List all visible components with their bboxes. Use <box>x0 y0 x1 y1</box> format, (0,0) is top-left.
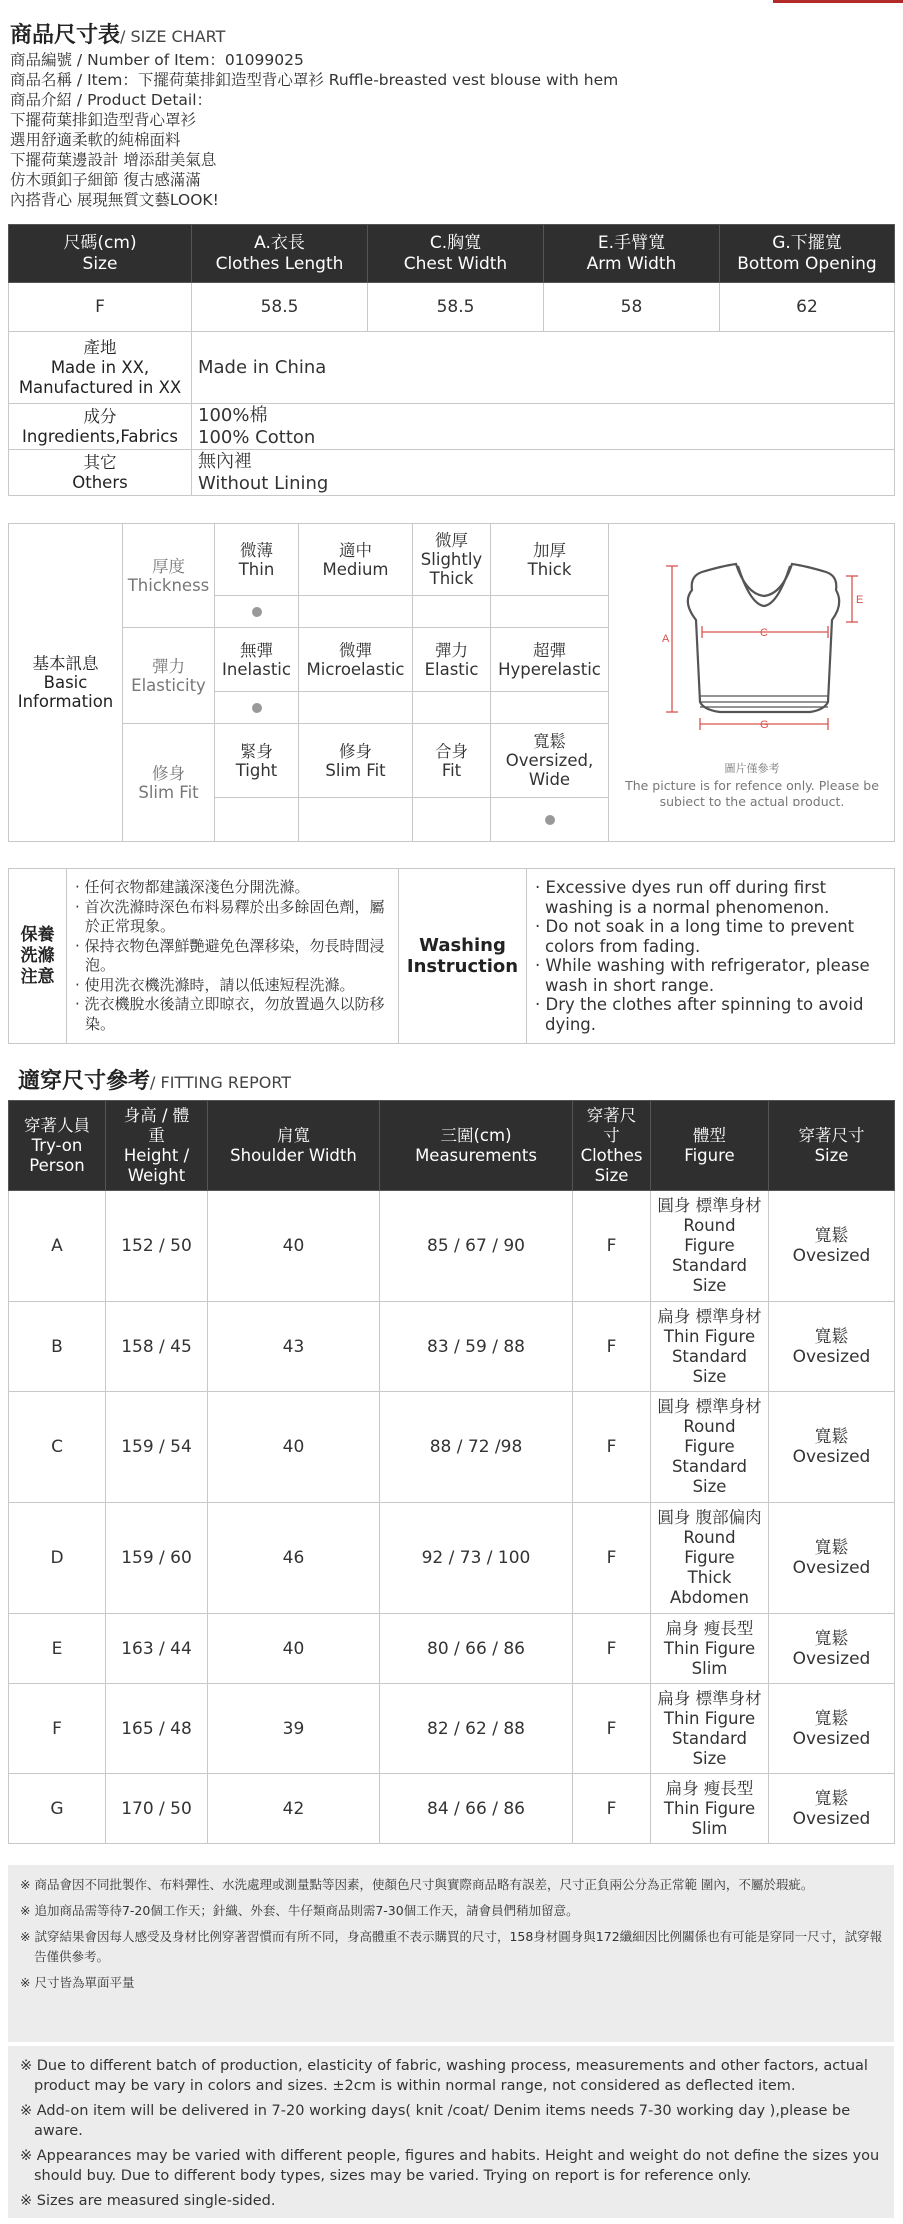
origin-value: Made in China <box>192 332 895 404</box>
thickness-mark-thin <box>215 596 299 628</box>
header-arm-width: E.手臂寬 Arm Width <box>544 225 720 283</box>
elasticity-label: 彈力 Elasticity <box>123 628 215 724</box>
thickness-mark-thick <box>491 596 609 628</box>
fitting-report-title-text: 適穿尺寸參考 <box>18 1069 151 1094</box>
fitting-row <box>9 1614 895 1684</box>
shoulder-width-cell: 42 <box>208 1774 380 1844</box>
header-clothes-length: A.衣長 Clothes Length <box>192 225 368 283</box>
diagram-caption-en-2: subject to the actual product. <box>659 794 844 806</box>
diagram-label-e: E <box>855 594 863 606</box>
fit-size-cell: 寬鬆 Ovesized <box>769 1302 895 1392</box>
measurements-cell: 85 / 67 / 90 <box>380 1191 573 1302</box>
fit-mark-fit <box>413 798 491 842</box>
garment-diagram-cell <box>609 524 895 842</box>
washing-table <box>8 868 895 1044</box>
header-bottom-opening: G.下擺寬 Bottom Opening <box>720 225 895 283</box>
fit-mark-slim-fit <box>299 798 413 842</box>
height-weight-cell: 159 / 60 <box>106 1503 208 1614</box>
fit-size-cell: 寬鬆 Ovesized <box>769 1503 895 1614</box>
size-cell: F <box>9 283 192 332</box>
item-number-line: 商品編號 / Number of Item：01099025 <box>10 51 304 69</box>
fitting-row <box>9 1503 895 1614</box>
header-chest-width: C.胸寬 Chest Width <box>368 225 544 283</box>
selected-dot-icon <box>252 703 262 713</box>
size-row-f <box>9 283 895 332</box>
figure-cell: 扁身 標準身材 Thin Figure Standard Size <box>651 1684 769 1774</box>
measurements-cell: 83 / 59 / 88 <box>380 1302 573 1392</box>
care-instructions-en: · Excessive dyes run off during first washing is a normal phenomenon. · Do not soak in a long time to prevent colors from fading. · While washing with refrigerator, please wash in short range. · Dry the clothes after spinning to avoid dying. <box>527 869 895 1044</box>
figure-cell: 圓身 腹部偏肉 Round Figure Thick Abdomen <box>651 1503 769 1614</box>
header-clothes-size: 穿著尺 寸 Clothes Size <box>573 1101 651 1191</box>
product-detail-line: 內搭背心 展現無質文藝LOOK! <box>10 191 219 209</box>
thickness-mark-slightly-thick <box>413 596 491 628</box>
fit-size-cell: 寬鬆 Ovesized <box>769 1774 895 1844</box>
fit-size-cell: 寬鬆 Ovesized <box>769 1191 895 1302</box>
height-weight-cell: 165 / 48 <box>106 1684 208 1774</box>
fit-label: 修身 Slim Fit <box>123 724 215 842</box>
care-label: 保養 洗滌 注意 <box>9 869 67 1044</box>
size-table <box>8 224 895 496</box>
thickness-option-slightly-thick: 微厚 Slightly Thick <box>413 524 491 596</box>
selected-dot-icon <box>545 815 555 825</box>
clothes-size-cell: F <box>573 1503 651 1614</box>
fitting-report-title <box>18 1064 291 1095</box>
others-value: 無內裡 Without Lining <box>192 450 895 496</box>
clothes-size-cell: F <box>573 1614 651 1684</box>
elasticity-mark-microelastic <box>299 692 413 724</box>
measurements-cell: 82 / 62 / 88 <box>380 1684 573 1774</box>
note-en: ※ Sizes are measured single-sided. <box>20 2193 276 2209</box>
shoulder-width-cell: 43 <box>208 1302 380 1392</box>
fit-option-fit: 合身 Fit <box>413 724 491 798</box>
person-cell: C <box>9 1392 106 1503</box>
vest-diagram <box>610 524 894 806</box>
fitting-row <box>9 1774 895 1844</box>
product-detail-line: 下擺荷葉排釦造型背心罩衫 <box>10 111 197 129</box>
fitting-table <box>8 1100 895 1844</box>
figure-cell: 扁身 瘦長型 Thin Figure Slim <box>651 1774 769 1844</box>
diagram-label-a: A <box>661 633 669 645</box>
person-cell: E <box>9 1614 106 1684</box>
origin-row <box>9 332 895 404</box>
height-weight-cell: 159 / 54 <box>106 1392 208 1503</box>
figure-cell: 扁身 瘦長型 Thin Figure Slim <box>651 1614 769 1684</box>
arm-width-cell: 58 <box>544 283 720 332</box>
height-weight-cell: 152 / 50 <box>106 1191 208 1302</box>
product-detail-label: 商品介紹 / Product Detail： <box>10 91 213 109</box>
header-person: 穿著人員 Try-on Person <box>9 1101 106 1191</box>
origin-label: 產地 Made in XX, Manufactured in XX <box>9 332 192 404</box>
diagram-label-g: G <box>759 719 769 731</box>
diagram-caption-zh: 圖片僅參考 <box>724 762 779 775</box>
header-figure: 體型 Figure <box>651 1101 769 1191</box>
selected-dot-icon <box>252 607 262 617</box>
clothes-size-cell: F <box>573 1774 651 1844</box>
elasticity-option-hyperelastic: 超彈 Hyperelastic <box>491 628 609 692</box>
fit-size-cell: 寬鬆 Ovesized <box>769 1392 895 1503</box>
clothes-size-cell: F <box>573 1392 651 1503</box>
elasticity-mark-hyperelastic <box>491 692 609 724</box>
thickness-label: 厚度 Thickness <box>123 524 215 628</box>
shoulder-width-cell: 46 <box>208 1503 380 1614</box>
item-name-line: 商品名稱 / Item：下擺荷葉排釦造型背心罩衫 Ruffle-breasted vest blouse with hem <box>10 71 619 89</box>
measurements-cell: 92 / 73 / 100 <box>380 1503 573 1614</box>
bottom-opening-cell: 62 <box>720 283 895 332</box>
notes-en <box>8 2046 894 2218</box>
fitting-report-subtitle: / FITTING REPORT <box>150 1073 292 1092</box>
figure-cell: 圓身 標準身材 Round Figure Standard Size <box>651 1191 769 1302</box>
fitting-row <box>9 1684 895 1774</box>
fit-mark-oversized <box>491 798 609 842</box>
person-cell: D <box>9 1503 106 1614</box>
header-size: 穿著尺寸 Size <box>769 1101 895 1191</box>
size-chart-title-text: 商品尺寸表 <box>10 23 121 48</box>
fit-option-slim-fit: 修身 Slim Fit <box>299 724 413 798</box>
thickness-option-thick: 加厚 Thick <box>491 524 609 596</box>
header-shoulder-width: 肩寬 Shoulder Width <box>208 1101 380 1191</box>
product-detail-line: 下擺荷葉邊設計 增添甜美氣息 <box>10 151 217 169</box>
shoulder-width-cell: 40 <box>208 1191 380 1302</box>
note-en: ※ Appearances may be varied with different people, figures and habits. Height and weight do not define the sizes you should buy. Due to different body types, sizes may be varied. Trying on report is for reference only. <box>20 2148 880 2184</box>
clothes-size-cell: F <box>573 1191 651 1302</box>
shoulder-width-cell: 40 <box>208 1614 380 1684</box>
measurements-cell: 88 / 72 /98 <box>380 1392 573 1503</box>
size-table-header <box>9 225 895 283</box>
chest-width-cell: 58.5 <box>368 283 544 332</box>
person-cell: G <box>9 1774 106 1844</box>
fit-size-cell: 寬鬆 Ovesized <box>769 1614 895 1684</box>
header-size: 尺碼(cm) Size <box>9 225 192 283</box>
measurements-cell: 80 / 66 / 86 <box>380 1614 573 1684</box>
measurements-cell: 84 / 66 / 86 <box>380 1774 573 1844</box>
header-measurements: 三圍(cm) Measurements <box>380 1101 573 1191</box>
shoulder-width-cell: 39 <box>208 1684 380 1774</box>
height-weight-cell: 158 / 45 <box>106 1302 208 1392</box>
elasticity-option-inelastic: 無彈 Inelastic <box>215 628 299 692</box>
fit-option-tight: 緊身 Tight <box>215 724 299 798</box>
fit-size-cell: 寬鬆 Ovesized <box>769 1684 895 1774</box>
size-chart-title <box>10 18 225 49</box>
fabric-label: 成分 Ingredients,Fabrics <box>9 404 192 450</box>
size-chart-subtitle: / SIZE CHART <box>120 27 226 46</box>
elasticity-mark-inelastic <box>215 692 299 724</box>
elasticity-mark-elastic <box>413 692 491 724</box>
thickness-option-thin: 微薄 Thin <box>215 524 299 596</box>
elasticity-option-elastic: 彈力 Elastic <box>413 628 491 692</box>
header-height-weight: 身高 / 體 重 Height / Weight <box>106 1101 208 1191</box>
basic-info-table <box>8 523 895 842</box>
thickness-mark-medium <box>299 596 413 628</box>
fitting-row <box>9 1191 895 1302</box>
care-instructions-zh: · 任何衣物都建議深淺色分開洗滌。 · 首次洗滌時深色布料易釋於出多餘固色劑，屬於正常現象。 · 保持衣物色澤鮮艷避免色澤移染，勿長時間浸泡。 · 使用洗衣機洗滌時，請以低速短程洗滌。 · 洗衣機脫水後請立即晾衣，勿放置過久以防移染。 <box>67 869 399 1044</box>
clothes-length-cell: 58.5 <box>192 283 368 332</box>
product-detail-line: 仿木頭釦子細節 復古感滿滿 <box>10 171 201 189</box>
elasticity-option-microelastic: 微彈 Microelastic <box>299 628 413 692</box>
fabric-row <box>9 404 895 450</box>
others-label: 其它 Others <box>9 450 192 496</box>
height-weight-cell: 163 / 44 <box>106 1614 208 1684</box>
fitting-table-header <box>9 1101 895 1191</box>
product-detail-line: 選用舒適柔軟的純棉面料 <box>10 131 181 149</box>
washing-instruction-label: Washing Instruction <box>399 869 527 1044</box>
fabric-value: 100%棉 100% Cotton <box>192 404 895 450</box>
diagram-label-c: C <box>759 627 768 639</box>
fitting-row <box>9 1392 895 1503</box>
fit-option-oversized: 寬鬆 Oversized, Wide <box>491 724 609 798</box>
figure-cell: 扁身 標準身材 Thin Figure Standard Size <box>651 1302 769 1392</box>
basic-info-label: 基本訊息 Basic Information <box>9 524 123 842</box>
shoulder-width-cell: 40 <box>208 1392 380 1503</box>
note-zh: ※ 商品會因不同批製作、布料彈性、水洗處理或測量點等因素，使顏色尺寸與實際商品略有誤差，尺寸正負兩公分為正常範 圍內，不屬於瑕疵。 <box>20 1877 814 1892</box>
clothes-size-cell: F <box>573 1684 651 1774</box>
thickness-option-medium: 適中 Medium <box>299 524 413 596</box>
note-zh: ※ 追加商品需等待7-20個工作天；針織、外套、牛仔類商品則需7-30個工作天，請會員們稍加留意。 <box>20 1903 579 1918</box>
height-weight-cell: 170 / 50 <box>106 1774 208 1844</box>
person-cell: B <box>9 1302 106 1392</box>
person-cell: F <box>9 1684 106 1774</box>
notes-zh <box>8 1865 894 2042</box>
person-cell: A <box>9 1191 106 1302</box>
clothes-size-cell: F <box>573 1302 651 1392</box>
note-zh: ※ 試穿結果會因每人感受及身材比例穿著習慣而有所不同，身高體重不表示購買的尺寸，158身材圓身與172纖細因比例關係也有可能是穿同一尺寸，試穿報告僅供參考。 <box>20 1929 883 1964</box>
note-en: ※ Due to different batch of production, elasticity of fabric, washing process, measurements and other factors, actual product may be vary in colors and sizes. ±2cm is within normal range, not considered as deflected item. <box>20 2058 868 2094</box>
top-accent-rule <box>773 0 903 3</box>
fitting-row <box>9 1302 895 1392</box>
diagram-caption-en-1: The picture is for refence only. Please be <box>624 778 879 793</box>
note-en: ※ Add-on item will be delivered in 7-20 working days( knit /coat/ Denim items needs 7-30 working day ),please be aware. <box>20 2103 851 2139</box>
note-zh: ※ 尺寸皆為單面平量 <box>20 1975 135 1990</box>
fit-mark-tight <box>215 798 299 842</box>
others-row <box>9 450 895 496</box>
figure-cell: 圓身 標準身材 Round Figure Standard Size <box>651 1392 769 1503</box>
product-info <box>10 50 890 210</box>
